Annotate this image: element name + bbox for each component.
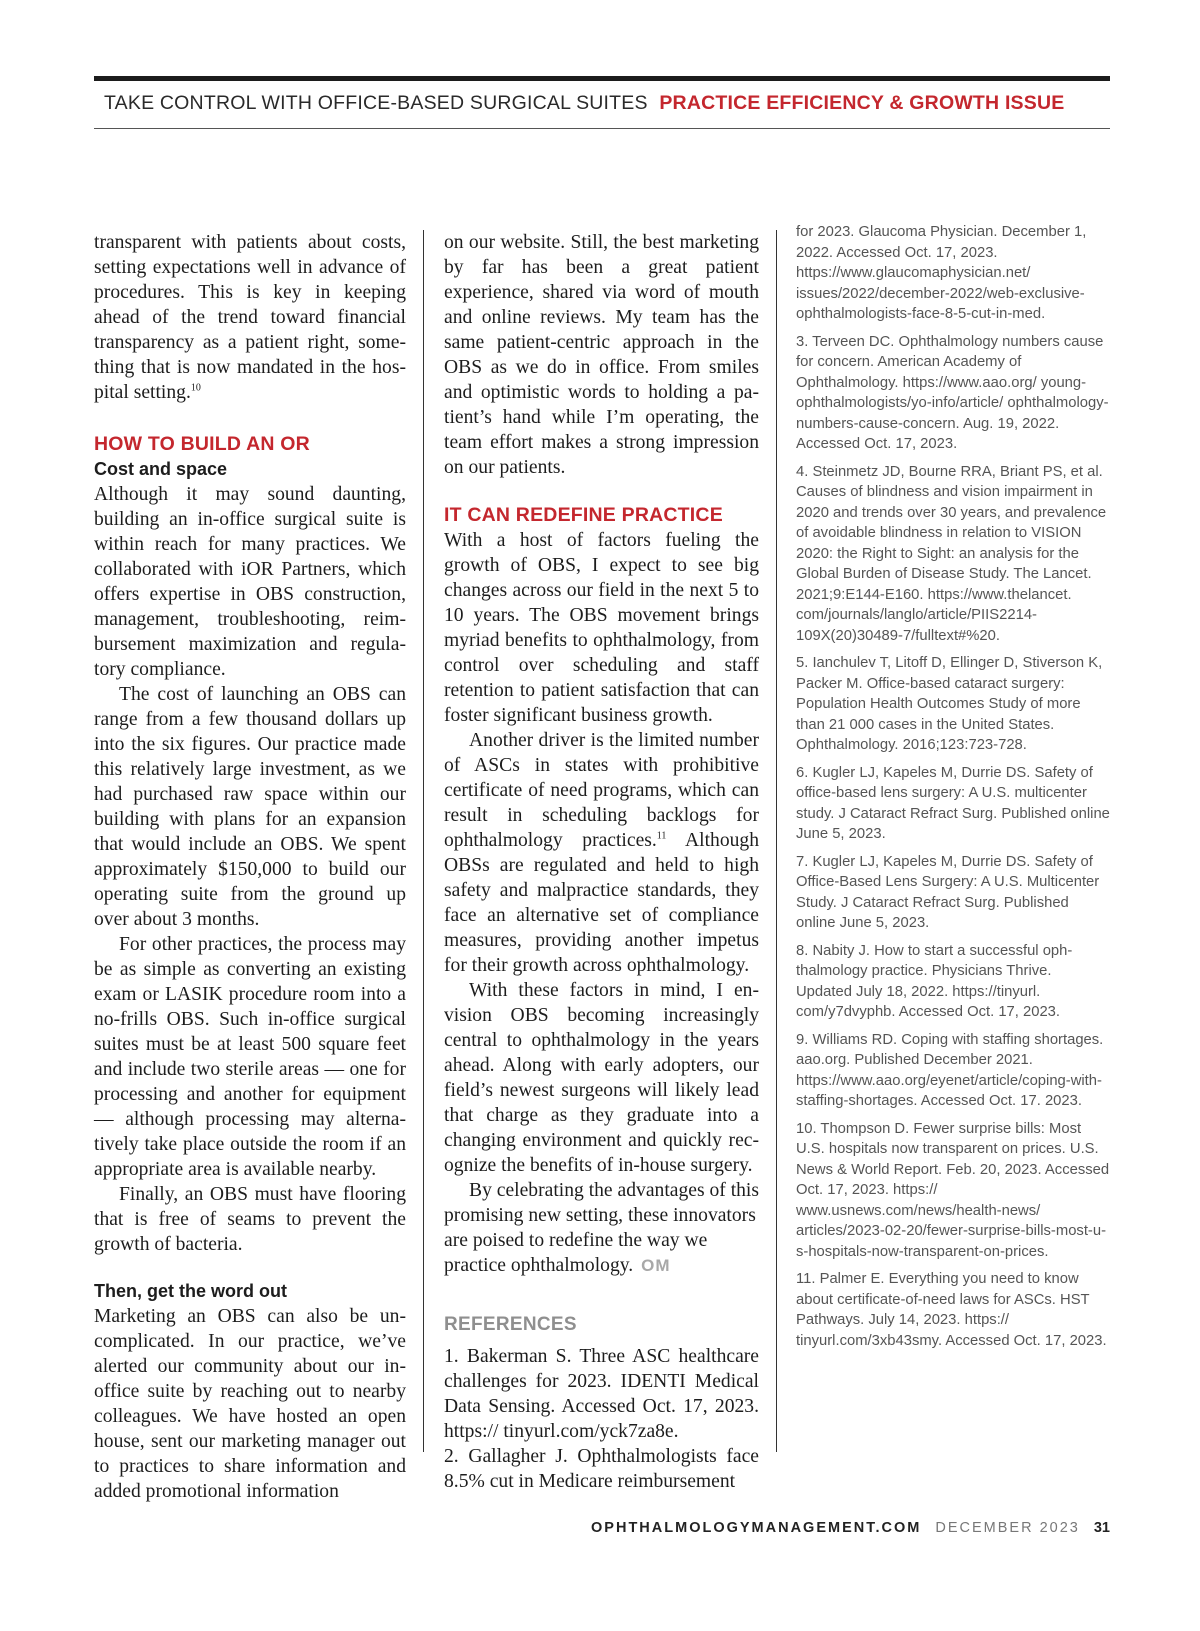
- column-1: [94, 230, 406, 1504]
- paragraph: The cost of launching an OBS can range from a few thousand dollars up into the six figures. Our practice made this relatively large investment, as we had purchased raw space within our building with plans for an expansion that would include an OBS. We spent approximately $150,000 to build our operating suite from the ground up over about 3 months.: [94, 684, 406, 930]
- reference-item: 3. Terveen DC. Ophthalmology numbers cause for concern. American Academy of Ophthalmology. https://www.aao.org/ young-ophthalmologists/yo-info/article/ ophthalmology-numbers-cause-concern. Aug. 19, 2022. Accessed Oct. 17, 2023.: [796, 333, 1109, 452]
- subheading-cost-space: Cost and space: [94, 459, 228, 479]
- reference-item: 2. Gallagher J. Ophthalmologists face 8.5% cut in Medicare reimbursement: [444, 1446, 759, 1492]
- reference-item: 6. Kugler LJ, Kapeles M, Durrie DS. Safety of office-based lens surgery: A U.S. multicenter study. J Cataract Refract Surg. Published online June 5, 2023.: [796, 764, 1110, 842]
- column-divider: [423, 230, 424, 1452]
- citation-ref: 11: [656, 830, 667, 842]
- top-rule: [94, 76, 1110, 81]
- paragraph: Although it may sound daunting, building an in-office surgical suite is within reach for many practices. We collaborated with iOR Partners, which offers expertise in OBS construction, management, troubleshooting, reimbursement maximization and regulatory compliance.: [94, 484, 406, 680]
- column-divider: [776, 230, 777, 1452]
- paragraph: transparent with patients about costs, setting expectations well in advance of procedures. This is key in keeping ahead of the trend toward financial transparency as a patient right, something that is now mandated in the hospital setting.$^{10}$: [94, 232, 406, 403]
- paragraph: For other practices, the process may be as simple as converting an existing exam or LASIK procedure room into a no-frills OBS. Such in-office surgical suites must be at least 500 square feet and include two sterile areas — one for processing and another for equipment — although processing may alternatively take place outside the room if an appropriate area is available nearby.: [94, 934, 406, 1180]
- running-header: [104, 92, 1110, 122]
- paragraph: With these factors in mind, I envision OBS becoming increasingly central to ophthalmology in the years ahead. Along with early adopters, our field’s newest surgeons will likely lead that charge as they graduate into a changing environment and quickly recognize the benefits of in-house surgery.: [444, 980, 759, 1176]
- paragraph: With a host of factors fueling the growth of OBS, I expect to see big changes across our field in the next 5 to 10 years. The OBS movement brings myriad benefits to ophthalmology, from control over scheduling and staff retention to patient satisfaction that can foster significant business growth.: [444, 530, 759, 726]
- reference-item: 11. Palmer E. Everything you need to know about certificate-of-need laws for ASCs. HST Pathways. July 14, 2023. https:// tinyurl.com/3xb43smy. Accessed Oct. 17, 2023.: [796, 1271, 1107, 1349]
- reference-item: for 2023. Glaucoma Physician. December 1, 2022. Accessed Oct. 17, 2023. https://www.glaucomaphysician.net/ issues/2022/december-2022/web-exclusive-ophthalmologists-face-8-5-cut-in-med.: [796, 224, 1087, 322]
- header-title: TAKE CONTROL WITH OFFICE-BASED SURGICAL SUITES: [104, 92, 648, 114]
- reference-item: 7. Kugler LJ, Kapeles M, Durrie DS. Safety of Office-Based Lens Surgery: A U.S. Multicenter Study. J Cataract Refract Surg. Published online June 5, 2023.: [796, 853, 1100, 931]
- paragraph: Finally, an OBS must have flooring that is free of seams to prevent the growth of bacteria.: [94, 1184, 406, 1255]
- column-3-references: [796, 222, 1110, 1358]
- paragraph: on our website. Still, the best marketing by far has been a great patient experience, shared via word of mouth and online reviews. My team has the same patient-centric approach in the OBS as we do in office. From smiles and optimistic words to holding a patient’s hand while I’m operating, the team effort makes a strong impression on our patients.: [444, 232, 759, 478]
- footer-date: DECEMBER 2023: [935, 1520, 1080, 1536]
- references-heading: REFERENCES: [444, 1314, 577, 1335]
- header-issue: PRACTICE EFFICIENCY & GROWTH ISSUE: [659, 92, 1065, 114]
- subheading-word-out: Then, get the word out: [94, 1281, 287, 1301]
- page-number: 31: [1093, 1520, 1110, 1536]
- paragraph: Another driver is the limited number of ASCs in states with prohibitive certificate of need programs, which can result in scheduling backlogs for ophthalmology practices.$^{11}$ Although OBSs are regulated and held to high safety and malpractice standards, they face an alternative set of compliance measures, providing another impetus for their growth across ophthalmology.: [444, 730, 760, 976]
- section-heading-redefine: IT CAN REDEFINE PRACTICE: [444, 504, 723, 526]
- reference-item: 5. Ianchulev T, Litoff D, Ellinger D, Stiverson K, Packer M. Office-based cataract surgery: Population Health Outcomes Study of more than 21 000 cases in the United States. Ophthalmology. 2016;123:723-728.: [796, 655, 1103, 753]
- citation-ref: 10: [190, 382, 201, 394]
- reference-item: 8. Nabity J. How to start a successful ophthalmology practice. Physicians Thrive. Updated July 18, 2022. https://tinyurl. com/y7dvyphb. Accessed Oct. 17, 2023.: [796, 942, 1073, 1020]
- footer-site: OPHTHALMOLOGYMANAGEMENT.COM: [591, 1520, 922, 1536]
- reference-item: 10. Thompson D. Fewer surprise bills: Most U.S. hospitals now transparent on prices. U.S. News & World Report. Feb. 20, 2023. Accessed Oct. 17, 2023. https:// www.usnews.com/news/health-news/ articles/2023-02-20/fewer-surprise-bills-most-u-s-hospitals-now-transparent-on-prices.: [796, 1120, 1110, 1260]
- reference-item: 1. Bakerman S. Three ASC healthcare challenges for 2023. IDENTI Medical Data Sensing. Accessed Oct. 17, 2023. https:// tinyurl.com/yck7za8e.: [444, 1346, 759, 1442]
- reference-item: 9. Williams RD. Coping with staffing shortages. aao.org. Published December 2021. https://www.aao.org/eyenet/article/coping-with-staffing-shortages. Accessed Oct. 17. 2023.: [796, 1031, 1104, 1109]
- paragraph: By celebrating the advantages of this promising new setting, these innovators are poised to redefine the way we practice ophthalmology. OM: [444, 1180, 760, 1276]
- paragraph: Marketing an OBS can also be uncomplicated. In our practice, we’ve alerted our community about our in-office suite by reaching out to nearby colleagues. We have hosted an open house, sent our marketing manager out to practices to share information and added promotional information: [94, 1306, 406, 1502]
- page-footer: [560, 1520, 1110, 1536]
- header-rule: [94, 128, 1110, 129]
- reference-item: 4. Steinmetz JD, Bourne RRA, Briant PS, et al. Causes of blindness and vision impairment in 2020 and trends over 30 years, and prevalence of avoidable blindness in relation to VISION 2020: the Right to Sight: an analysis for the Global Burden of Disease Study. The Lancet. 2021;9:E144-E160. https://www.thelancet. com/journals/langlo/article/PIIS2214-109X(20)30489-7/fulltext#%20.: [796, 463, 1107, 644]
- column-2: [444, 230, 759, 1494]
- end-mark: OM: [641, 1256, 671, 1275]
- section-heading-build-or: HOW TO BUILD AN OR: [94, 433, 310, 455]
